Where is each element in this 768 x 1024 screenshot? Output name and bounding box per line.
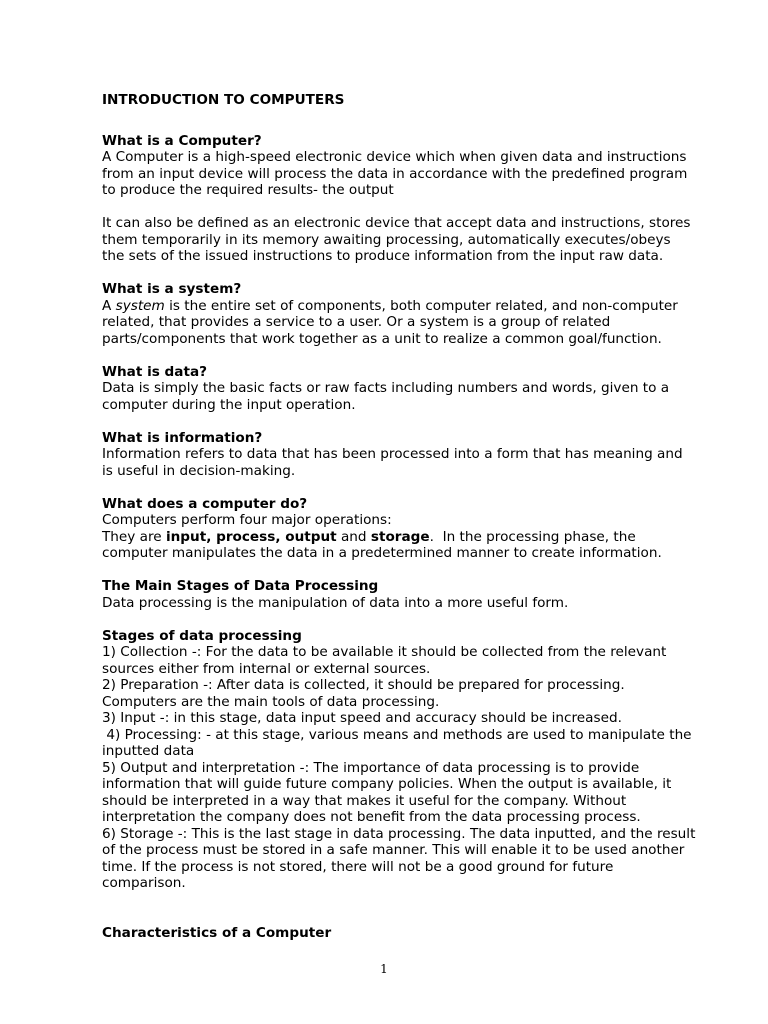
text-line: Information refers to data that has been processed into a form that has meaning and <box>102 446 683 462</box>
heading-what-is-data: What is data? <box>102 363 208 380</box>
spacer <box>102 908 708 925</box>
heading-stages-list: Stages of data processing <box>102 627 302 644</box>
list-line: comparison. <box>102 875 186 891</box>
section-what-is-data <box>102 364 708 414</box>
document-page <box>102 92 708 941</box>
list-line: information that will guide future company policies. When the output is available, it <box>102 776 672 792</box>
text-line: Computers perform four major operations: <box>102 512 392 528</box>
paragraph-computer-definition <box>102 149 708 199</box>
section-stages-list <box>102 628 708 892</box>
italic-term-system: system <box>115 297 165 314</box>
text-line <box>102 529 708 546</box>
text-fragment: and <box>336 528 371 545</box>
text-line: them temporarily in its memory awaiting processing, automatically executes/obeys <box>102 231 671 248</box>
heading-what-is-information: What is information? <box>102 429 263 446</box>
list-line: inputted data <box>102 743 195 759</box>
list-line: 3) Input -: in this stage, data input speed and accuracy should be increased. <box>102 710 622 726</box>
text-line: parts/components that work together as a unit to realize a common goal/function. <box>102 330 662 347</box>
section-main-stages <box>102 578 708 611</box>
text-line: related, that provides a service to a user. Or a system is a group of related <box>102 314 611 330</box>
heading-what-computer-does: What does a computer do? <box>102 495 308 512</box>
list-line: sources either from internal or external sources. <box>102 660 431 677</box>
text-line: It can also be defined as an electronic device that accept data and instructions, stores <box>102 215 691 231</box>
heading-characteristics: Characteristics of a Computer <box>102 924 332 941</box>
text-line: A Computer is a high-speed electronic device which when given data and instructions <box>102 149 687 165</box>
list-line: 1) Collection -: For the data to be available it should be collected from the relevant <box>102 644 667 660</box>
list-line: 5) Output and interpretation -: The importance of data processing is to provide <box>102 759 640 776</box>
text-line: Data processing is the manipulation of data into a more useful form. <box>102 594 569 611</box>
paragraph-computer-alt-definition <box>102 215 708 265</box>
section-characteristics <box>102 925 708 942</box>
heading-what-is-system: What is a system? <box>102 281 242 297</box>
text-line: to produce the required results- the output <box>102 182 394 198</box>
text-line: computer during the input operation. <box>102 396 356 413</box>
list-line: should be interpreted in a way that makes it useful for the company. Without <box>102 792 627 809</box>
bold-storage: storage <box>370 528 430 545</box>
text-fragment: They are <box>102 528 166 545</box>
section-what-computer-does <box>102 496 708 562</box>
text-line: from an input device will process the data in accordance with the predefined program <box>102 165 688 182</box>
list-line: 2) Preparation -: After data is collected, it should be prepared for processing. <box>102 677 625 693</box>
text-fragment: A <box>102 297 116 314</box>
heading-what-is-computer: What is a Computer? <box>102 132 262 149</box>
section-what-is-system <box>102 281 708 347</box>
page-number: 1 <box>380 962 388 976</box>
list-line: Computers are the main tools of data processing. <box>102 693 440 710</box>
text-fragment: is the entire set of components, both computer related, and non-computer <box>164 297 678 314</box>
text-line: computer manipulates the data in a predetermined manner to create information. <box>102 545 662 561</box>
text-line: the sets of the issued instructions to produce information from the input raw data. <box>102 248 664 264</box>
list-line: 4) Processing: - at this stage, various means and methods are used to manipulate the <box>102 726 692 743</box>
heading-main-stages: The Main Stages of Data Processing <box>102 578 379 594</box>
list-line: time. If the process is not stored, there will not be a good ground for future <box>102 858 614 875</box>
text-line: is useful in decision-making. <box>102 462 296 479</box>
text-line <box>102 298 708 315</box>
text-line: Data is simply the basic facts or raw facts including numbers and words, given to a <box>102 380 670 396</box>
list-line: of the process must be stored in a safe manner. This will enable it to be used another <box>102 842 685 858</box>
section-what-is-computer <box>102 133 708 265</box>
list-line: 6) Storage -: This is the last stage in data processing. The data inputted, and the result <box>102 825 696 842</box>
text-fragment: . In the processing phase, the <box>429 528 636 545</box>
bold-operations: input, process, output <box>165 528 337 545</box>
section-what-is-information <box>102 430 708 480</box>
document-title: INTRODUCTION TO COMPUTERS <box>102 92 345 108</box>
list-line: interpretation the company does not benefit from the data processing process. <box>102 809 641 825</box>
